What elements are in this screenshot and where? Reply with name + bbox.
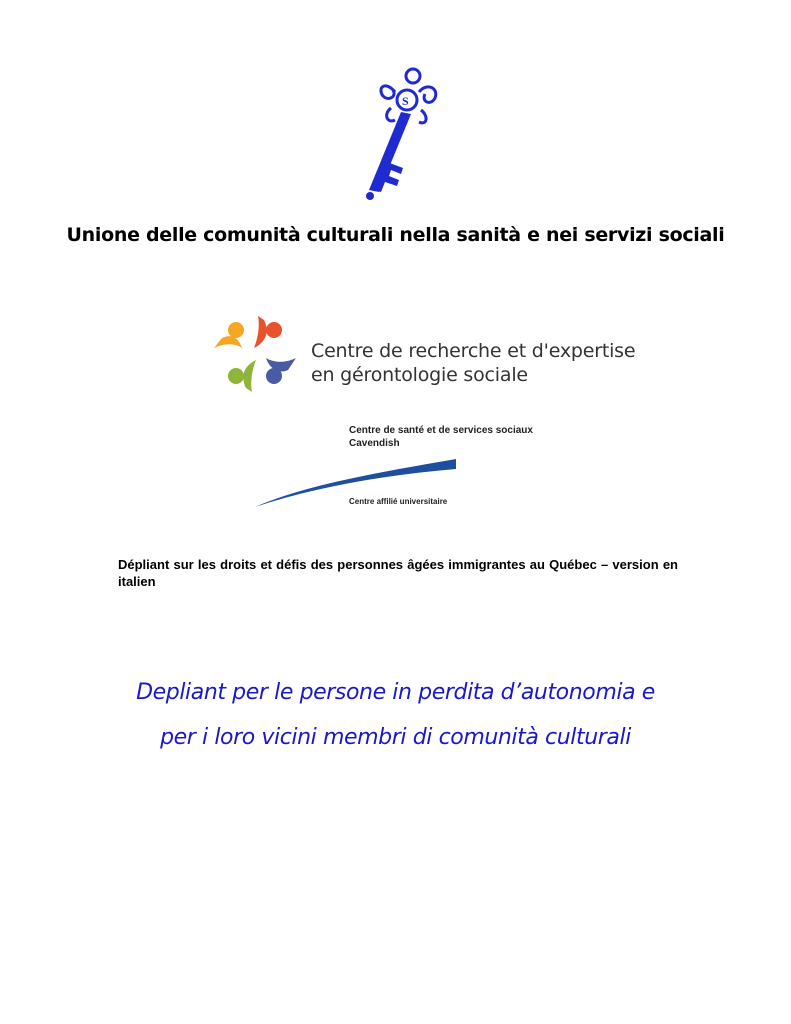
csss-name-line2: Cavendish: [349, 438, 400, 449]
key-logo-icon: [355, 62, 445, 202]
csss-affiliation: Centre affilié universitaire: [349, 497, 448, 506]
document-description: Dépliant sur les droits et défis des personnes âgées immigrantes au Québec – version en italien: [118, 557, 678, 589]
people-circle-logo-icon: [208, 308, 300, 400]
crs-name-line1: Centre de recherche et d'expertise: [311, 340, 636, 362]
organization-title: Unione delle comunità culturali nella sanità e nei servizi sociali: [66, 224, 725, 246]
csss-name-line1: Centre de santé et de services sociaux: [349, 425, 533, 436]
depliant-title-line1: Depliant per le persone in perdita d’autonomia e: [136, 680, 655, 705]
depliant-title-line2: per i loro vicini membri di comunità culturali: [160, 725, 631, 750]
svg-text:S: S: [402, 94, 409, 108]
crs-name-line2: en gérontologie sociale: [311, 364, 528, 386]
